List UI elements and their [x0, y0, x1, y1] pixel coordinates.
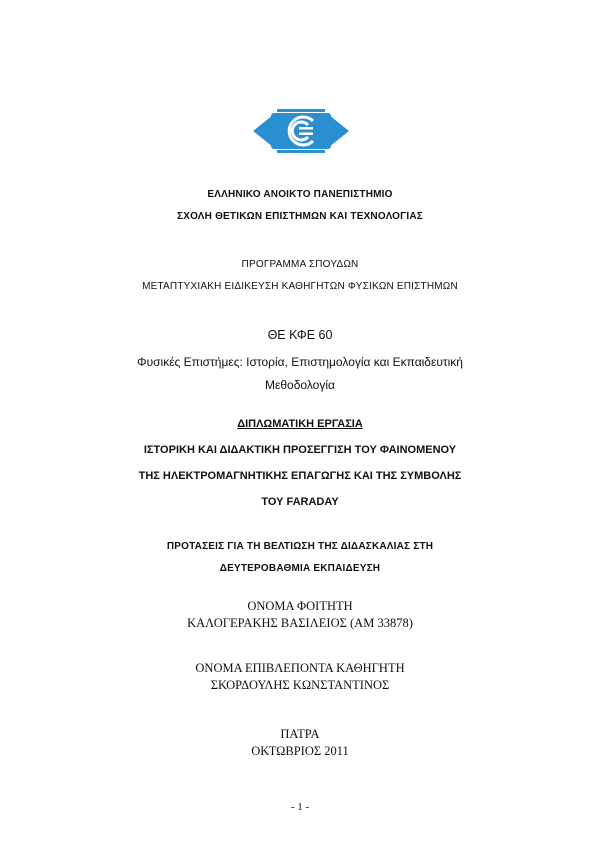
thesis-label: ΔΙΠΛΩΜΑΤΙΚΗ ΕΡΓΑΣΙΑ	[237, 418, 363, 430]
thesis-title-line3: ΤΟΥ FARADAY	[261, 496, 339, 508]
module-code: ΘΕ ΚΦΕ 60	[267, 328, 333, 342]
city: ΠΑΤΡΑ	[280, 727, 320, 741]
module-name-line2: Μεθοδολογία	[265, 378, 335, 392]
thesis-title-line1: ΙΣΤΟΡΙΚΗ ΚΑΙ ΔΙΔΑΚΤΙΚΗ ΠΡΟΣΕΓΓΙΣΗ ΤΟΥ ΦΑΙΝΟΜΕΝΟΥ	[143, 444, 457, 456]
module-name-line1: Φυσικές Επιστήμες: Ιστορία, Επιστημολογία και Εκπαιδευτική	[137, 355, 463, 369]
school-name: ΣΧΟΛΗ ΘΕΤΙΚΩΝ ΕΠΙΣΤΗΜΩΝ ΚΑΙ ΤΕΧΝΟΛΟΓΙΑΣ	[177, 211, 423, 222]
program-label: ΠΡΟΓΡΑΜΜΑ ΣΠΟΥΔΩΝ	[241, 259, 359, 270]
subtitle-line2: ΔΕΥΤΕΡΟΒΑΘΜΙΑ ΕΚΠΑΙΔΕΥΣΗ	[219, 563, 381, 574]
thesis-title-line2: ΤΗΣ ΗΛΕΚΤΡΟΜΑΓΝΗΤΙΚΗΣ ΕΠΑΓΩΓΗΣ ΚΑΙ ΤΗΣ ΣΥΜΒΟΛΗΣ	[138, 470, 462, 482]
date: ΟΚΤΩΒΡΙΟΣ 2011	[251, 744, 349, 758]
supervisor-label: ΟΝΟΜΑ ΕΠΙΒΛΕΠΟΝΤΑ ΚΑΘΗΓΗΤΗ	[195, 661, 405, 675]
student-label: ΟΝΟΜΑ ΦΟΙΤΗΤΗ	[247, 599, 353, 613]
university-name: ΕΛΛΗΝΙΚΟ ΑΝΟΙΚΤΟ ΠΑΝΕΠΙΣΤΗΜΙΟ	[207, 189, 393, 200]
specialization-label: ΜΕΤΑΠΤΥΧΙΑΚΗ ΕΙΔΙΚΕΥΣΗ ΚΑΘΗΓΗΤΩΝ ΦΥΣΙΚΩΝ ΕΠΙΣΤΗΜΩΝ	[142, 281, 458, 292]
student-name: ΚΑΛΟΓΕΡΑΚΗΣ ΒΑΣΙΛΕΙΟΣ (ΑΜ 33878)	[187, 616, 413, 630]
page-number: - 1 -	[290, 801, 310, 813]
subtitle-line1: ΠΡΟΤΑΣΕΙΣ ΓΙΑ ΤΗ ΒΕΛΤΙΩΣΗ ΤΗΣ ΔΙΔΑΣΚΑΛΙΑΣ ΣΤΗ	[166, 541, 434, 552]
supervisor-name: ΣΚΟΡΔΟΥΛΗΣ ΚΩΝΣΤΑΝΤΙΝΟΣ	[210, 678, 390, 692]
university-logo-icon	[253, 105, 349, 157]
